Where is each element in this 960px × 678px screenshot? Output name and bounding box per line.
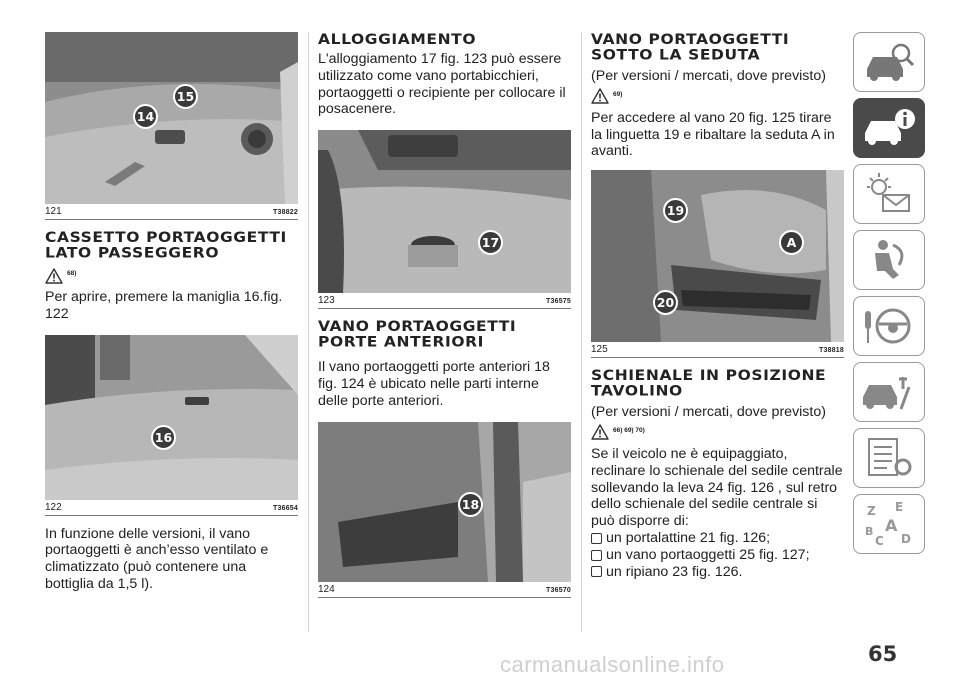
- figure-number: 121: [45, 206, 62, 217]
- tab-car-info[interactable]: [853, 98, 925, 158]
- door-pocket-illustration: [318, 422, 571, 582]
- page-number: 65: [868, 642, 898, 666]
- specs-checklist-icon: [859, 433, 919, 483]
- tab-car-service[interactable]: [853, 362, 925, 422]
- safety-airbag-icon: [859, 235, 919, 285]
- figure-code: T38822: [273, 209, 298, 216]
- warning-triangle-icon: [591, 88, 609, 104]
- index-letter: Z: [867, 504, 876, 518]
- figure-125-photo: [591, 170, 844, 342]
- tab-safety[interactable]: [853, 230, 925, 290]
- warning-note: [591, 424, 844, 441]
- callout-19: 19: [663, 198, 688, 223]
- figure-122-caption: [45, 500, 298, 516]
- section-title-vano-seduta: VANO PORTAOGGETTI SOTTO LA SEDUTA: [591, 31, 790, 64]
- alphabetical-index-icon: [859, 499, 919, 549]
- figure-code: T36654: [273, 504, 298, 512]
- car-search-icon: [859, 37, 919, 87]
- warning-triangle-icon: [591, 424, 609, 440]
- feature-list: [591, 530, 844, 580]
- figure-code: T38818: [819, 347, 844, 355]
- callout-A: A: [779, 230, 804, 255]
- index-letter: E: [895, 500, 904, 514]
- figure-code: T36570: [546, 586, 571, 594]
- cupholder-illustration: [318, 130, 571, 293]
- tab-specs[interactable]: [853, 428, 925, 488]
- warning-lights-icon: [859, 169, 919, 219]
- figure-number: 123: [318, 295, 335, 307]
- car-info-icon: [859, 103, 919, 153]
- steering-key-icon: [859, 301, 919, 351]
- callout-20: 20: [653, 290, 678, 315]
- section-title-alloggiamento: ALLOGGIAMENTO: [318, 31, 477, 48]
- figure-124-photo: [318, 422, 571, 582]
- figure-122-photo: [45, 335, 298, 500]
- callout-14: 14: [133, 104, 158, 129]
- checkbox-bullet-icon: [591, 566, 602, 577]
- callout-15: 15: [173, 84, 198, 109]
- figure-121-photo: [45, 32, 298, 204]
- seat-storage-illustration: [591, 170, 844, 342]
- checkbox-bullet-icon: [591, 550, 602, 561]
- section-title-vano-porte: VANO PORTAOGGETTI PORTE ANTERIORI: [318, 318, 517, 351]
- tab-steering-key[interactable]: [853, 296, 925, 356]
- note-ref: 68): [67, 270, 77, 277]
- index-letter: C: [875, 534, 884, 548]
- section-title-schienale: SCHIENALE IN POSIZIONE TAVOLINO: [591, 367, 827, 400]
- version-note: (Per versioni / mercati, dove previsto): [591, 68, 826, 84]
- watermark: carmanualsonline.info: [500, 652, 725, 677]
- figure-125-caption: [591, 342, 844, 358]
- column-divider: [308, 32, 309, 632]
- car-service-icon: [859, 367, 919, 417]
- vano-seduta-text: Per accedere al vano 20 fig. 125 tirare la linguetta 19 e ribaltare la seduta A in avanti.: [591, 109, 835, 160]
- intro-text: Per aprire, premere la maniglia 16.fig. 122: [45, 289, 283, 322]
- figure-123-caption: [318, 293, 571, 309]
- callout-17: 17: [478, 230, 503, 255]
- tab-warning-lights[interactable]: [853, 164, 925, 224]
- column-divider: [581, 32, 582, 632]
- figure-124-caption: [318, 582, 571, 598]
- list-item: un ripiano 23 fig. 126.: [591, 564, 844, 581]
- warning-note: [591, 88, 844, 105]
- column-2: [318, 32, 571, 608]
- dashboard-glovebox-illustration: [45, 32, 298, 204]
- list-item: un portalattine 21 fig. 126;: [591, 530, 844, 547]
- figure-number: 125: [591, 344, 608, 356]
- note-ref: 66) 69) 70): [613, 426, 645, 434]
- figure-121-caption: [45, 204, 298, 220]
- schienale-text: Se il veicolo ne è equipaggiato, reclinare lo schienale del sedile centrale sollevando la leva 24 fig. 126 , sul retro dello schienale del sedile centrale si può disporre di:: [591, 445, 843, 530]
- glovebox-handle-illustration: [45, 335, 298, 500]
- index-letter: B: [865, 525, 874, 538]
- warning-note: [45, 267, 298, 284]
- index-letter: D: [901, 532, 911, 546]
- figure-code: T36575: [546, 298, 571, 306]
- figure-number: 124: [318, 583, 335, 595]
- list-item: un vano portaoggetti 25 fig. 127;: [591, 547, 844, 564]
- column-3: [591, 32, 844, 580]
- tab-car-search[interactable]: [853, 32, 925, 92]
- tab-alphabetical-index[interactable]: [853, 494, 925, 554]
- warning-triangle-icon: [45, 268, 63, 284]
- index-letter: A: [885, 516, 898, 535]
- note-ref: 69): [613, 90, 623, 98]
- checkbox-bullet-icon: [591, 533, 602, 544]
- section-title-cassetto: CASSETTO PORTAOGGETTI LATO PASSEGGERO: [45, 229, 287, 262]
- figure-123-photo: [318, 130, 571, 293]
- figure-number: 122: [45, 501, 62, 513]
- version-note: (Per versioni / mercati, dove previsto): [591, 404, 826, 421]
- glovebox-body-text: In funzione delle versioni, il vano portaoggetti è anch’esso ventilato e climatizzato (può contenere una bottiglia da 1,5 l).: [45, 525, 269, 592]
- vano-porte-text: Il vano portaoggetti porte anteriori 18 fig. 124 è ubicato nelle parti interne delle porte anteriori.: [318, 359, 550, 409]
- column-1: [45, 32, 298, 593]
- alloggiamento-text: L'alloggiamento 17 fig. 123 può essere utilizzato come vano portabicchieri, portaoggetti o recipiente per collocare il posacenere.: [318, 51, 566, 118]
- callout-18: 18: [458, 492, 483, 517]
- callout-16: 16: [151, 425, 176, 450]
- chapter-sidebar: [853, 32, 925, 560]
